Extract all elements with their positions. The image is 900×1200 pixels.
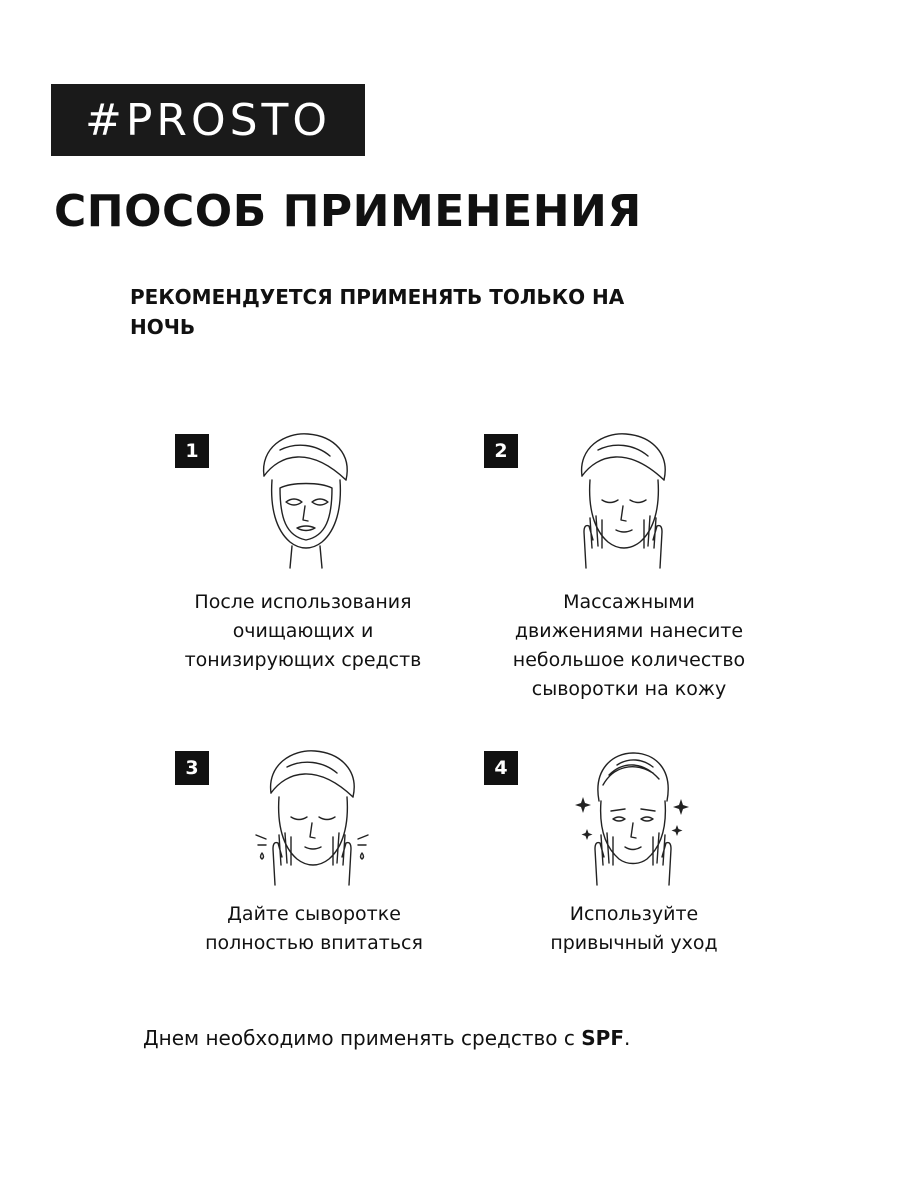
step-4-badge: 4 — [484, 751, 518, 785]
step-3-badge: 3 — [175, 751, 209, 785]
face-mask-towel-icon — [250, 428, 360, 573]
footer-note — [143, 1026, 630, 1050]
caption-line: Массажными — [563, 591, 695, 613]
caption-line: привычный уход — [550, 932, 718, 954]
step-1-badge: 1 — [175, 434, 209, 468]
caption-line: тонизирующих средств — [184, 649, 422, 671]
caption-line: движениями нанесите — [514, 620, 744, 642]
footer-highlight: SPF — [581, 1026, 624, 1050]
caption-line: сыворотки на кожу — [531, 678, 727, 700]
caption-line: очищающих и — [232, 620, 374, 642]
face-absorb-icon — [252, 745, 372, 890]
step-3-caption — [164, 900, 464, 958]
footer-text: Днем необходимо применять средство с — [143, 1026, 582, 1050]
step-1-caption — [153, 588, 453, 675]
step-4-caption — [484, 900, 784, 958]
step-2-caption — [479, 588, 779, 704]
step-2-badge: 2 — [484, 434, 518, 468]
caption-line: Используйте — [569, 903, 699, 925]
face-massage-icon — [568, 428, 678, 573]
subtitle-line: РЕКОМЕНДУЕТСЯ ПРИМЕНЯТЬ ТОЛЬКО НА — [130, 285, 625, 309]
page-title: СПОСОБ ПРИМЕНЕНИЯ — [54, 186, 642, 237]
subtitle-line: НОЧЬ — [130, 315, 196, 339]
face-radiant-icon — [573, 745, 693, 890]
page-subtitle — [130, 282, 730, 342]
caption-line: полностью впитаться — [205, 932, 423, 954]
brand-label: #PROSTO — [84, 94, 332, 146]
caption-line: После использования — [194, 591, 412, 613]
caption-line: небольшое количество — [512, 649, 746, 671]
caption-line: Дайте сыворотке — [227, 903, 401, 925]
brand-logo — [51, 84, 365, 156]
footer-suffix: . — [624, 1026, 631, 1050]
